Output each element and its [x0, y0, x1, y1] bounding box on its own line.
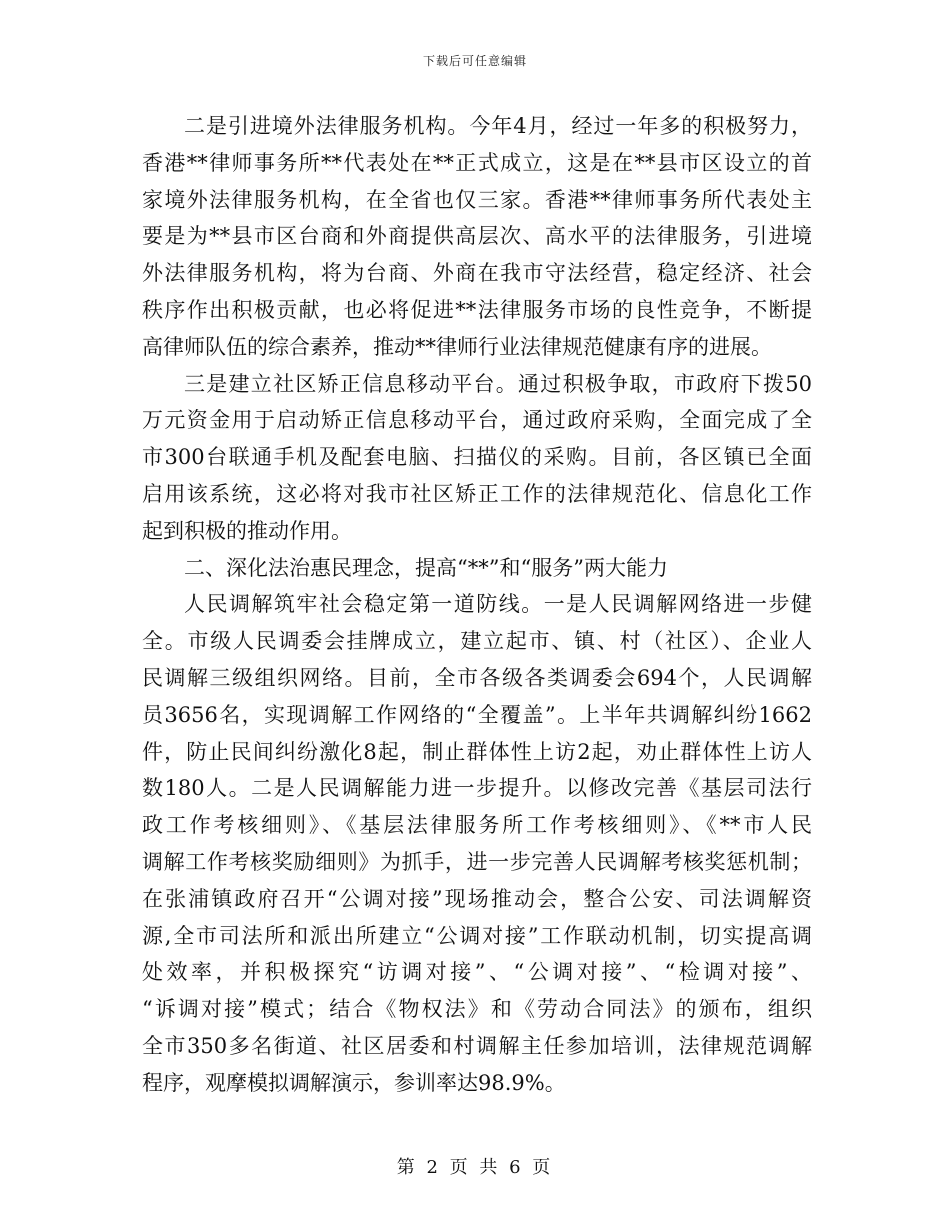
body-line: 政工作考核细则》、《基层法律服务所工作考核细则》、《**市人民 [142, 813, 812, 838]
body-line: 万元资金用于启动矫正信息移动平台，通过政府采购，全面完成了全 [142, 408, 812, 433]
body-line: 人民调解筑牢社会稳定第一道防线。一是人民调解网络进一步健 [184, 592, 812, 617]
body-line: 全。市级人民调委会挂牌成立，建立起市、镇、村（社区）、企业人 [142, 629, 812, 654]
body-line: 高律师队伍的综合素养，推动**律师行业法律规范健康有序的进展。 [142, 334, 772, 359]
body-line: 源,全市司法所和派出所建立“公调对接”工作联动机制，切实提高调 [142, 923, 812, 948]
body-line: 市300台联通手机及配套电脑、扫描仪的采购。目前，各区镇已全面 [142, 445, 812, 470]
body-line: 家境外法律服务机构，在全省也仅三家。香港**律师事务所代表处主 [142, 187, 812, 212]
body-line: 秩序作出积极贡献，也必将促进**法律服务市场的良性竞争，不断提 [142, 297, 812, 322]
body-line: 处效率，并积极探究“访调对接”、“公调对接”、“检调对接”、 [142, 960, 812, 985]
page-header-note: 下载后可任意编辑 [422, 54, 527, 68]
body-line: 民调解三级组织网络。目前，全市各级各类调委会694个，人民调解 [142, 665, 812, 690]
body-line: 香港**律师事务所**代表处在**正式成立，这是在**县市区设立的首 [142, 150, 812, 175]
body-line: 启用该系统，这必将对我市社区矫正工作的法律规范化、信息化工作 [142, 481, 812, 506]
body-line: 在张浦镇政府召开“公调对接”现场推动会，整合公安、司法调解资 [142, 886, 812, 911]
body-line: “诉调对接”模式；结合《物权法》和《劳动合同法》的颁布，组织 [142, 997, 812, 1022]
body-line: 三是建立社区矫正信息移动平台。通过积极争取，市政府下拨50 [184, 371, 812, 396]
body-line: 员3656名，实现调解工作网络的“全覆盖”。上半年共调解纠纷1662 [142, 702, 812, 727]
body-line: 程序，观摩模拟调解演示，参训率达98.9%。 [142, 1070, 566, 1095]
body-line: 调解工作考核奖励细则》为抓手，进一步完善人民调解考核奖惩机制； [142, 849, 812, 874]
body-line: 全市350多名街道、社区居委和村调解主任参加培训，法律规范调解 [142, 1033, 812, 1058]
body-line: 外法律服务机构，将为台商、外商在我市守法经营，稳定经济、社会 [142, 261, 812, 286]
body-line: 件，防止民间纠纷激化8起，制止群体性上访2起，劝止群体性上访人 [142, 739, 812, 764]
page-number-footer: 第 2 页 共 6 页 [396, 1157, 554, 1178]
body-line: 数180人。二是人民调解能力进一步提升。以修改完善《基层司法行 [142, 776, 812, 801]
section-heading: 二、深化法治惠民理念，提高“**”和“服务”两大能力 [184, 555, 668, 580]
body-line: 起到积极的推动作用。 [142, 518, 352, 543]
body-line: 二是引进境外法律服务机构。今年4月，经过一年多的积极努力， [184, 114, 812, 138]
document-body [142, 108, 812, 1102]
body-line: 要是为**县市区台商和外商提供高层次、高水平的法律服务，引进境 [142, 224, 812, 249]
